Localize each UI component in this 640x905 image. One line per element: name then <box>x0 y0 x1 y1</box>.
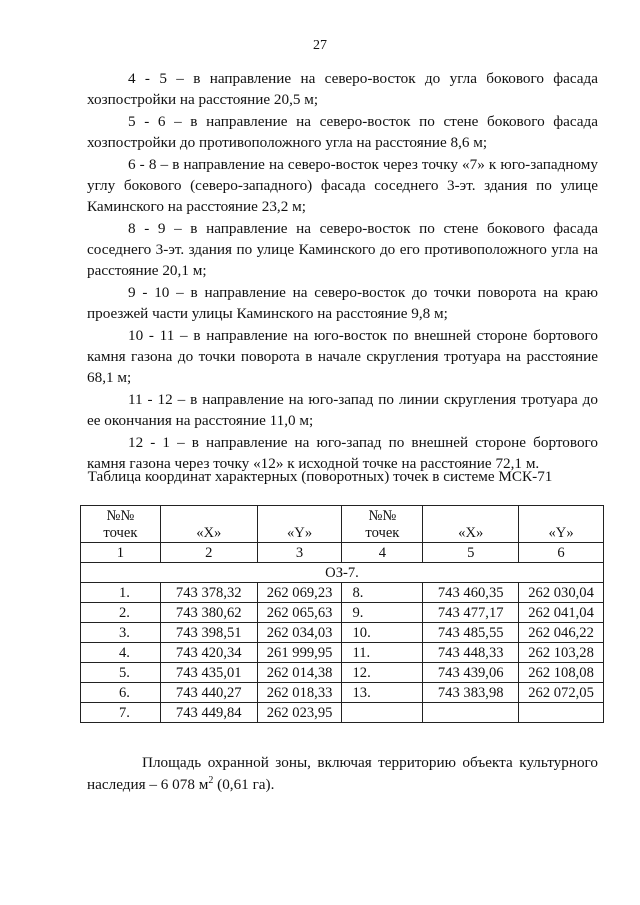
header-y-left: «Y» <box>257 506 342 543</box>
table-row <box>81 683 604 703</box>
table-row <box>81 643 604 663</box>
y-coordinate-left: 262 018,33 <box>257 683 342 703</box>
point-number-left: 5. <box>81 663 161 683</box>
point-number-left: 2. <box>81 603 161 623</box>
x-coordinate-right <box>423 703 519 723</box>
y-coordinate-right: 262 030,04 <box>519 583 604 603</box>
x-coordinate-right: 743 383,98 <box>423 683 519 703</box>
section-title: ОЗ-7. <box>81 563 604 583</box>
column-number: 3 <box>257 543 342 563</box>
point-number-left: 4. <box>81 643 161 663</box>
point-number-right: 12. <box>342 663 423 683</box>
point-number-left: 3. <box>81 623 161 643</box>
x-coordinate-left: 743 435,01 <box>160 663 257 683</box>
point-number-right: 8. <box>342 583 423 603</box>
y-coordinate-left: 261 999,95 <box>257 643 342 663</box>
x-coordinate-right: 743 448,33 <box>423 643 519 663</box>
x-coordinate-right: 743 485,55 <box>423 623 519 643</box>
boundary-segment-4-5: 4 - 5 – в направление на северо-восток до угла бокового фасада хозпостройки на расстояние 20,5 м; <box>87 70 598 108</box>
boundary-segment-9-10: 9 - 10 – в направление на северо-восток до точки поворота на краю проезжей части улицы Каминского на расстояние 9,8 м; <box>87 284 598 322</box>
boundary-description <box>87 68 598 475</box>
protected-zone-area <box>87 752 598 796</box>
area-hectares: (0,61 га). <box>213 776 275 793</box>
header-num-symbol: №№ <box>368 508 397 524</box>
boundary-segment-5-6: 5 - 6 – в направление на северо-восток по стене бокового фасада хозпостройки до противоположного угла на расстояние 8,6 м; <box>87 113 598 151</box>
x-coordinate-left: 743 440,27 <box>160 683 257 703</box>
x-coordinate-left: 743 449,84 <box>160 703 257 723</box>
boundary-segment-10-11: 10 - 11 – в направление на юго-восток по внешней стороне бортового камня газона до точки поворота в начале скругления тротуара на расстояние 68,1 м; <box>87 327 598 386</box>
boundary-segment-8-9: 8 - 9 – в направление на северо-восток по стене бокового фасада соседнего 3-эт. здания по улице Каминского до его противоположного угла на расстояние 20,1 м; <box>87 220 598 279</box>
area-text: Площадь охранной зоны, включая территорию объекта культурного наследия – 6 078 м <box>87 754 598 793</box>
point-number-left: 6. <box>81 683 161 703</box>
column-number: 6 <box>519 543 604 563</box>
header-points-label: точек <box>365 525 400 541</box>
table-caption: Таблица координат характерных (поворотных) точек в системе МСК-71 <box>87 468 553 485</box>
header-point-number-right <box>342 506 423 543</box>
point-number-right <box>342 703 423 723</box>
point-number-right: 10. <box>342 623 423 643</box>
area-unit-superscript: 2 <box>208 775 214 786</box>
x-coordinate-left: 743 398,51 <box>160 623 257 643</box>
area-statement <box>87 752 598 796</box>
table-row <box>81 703 604 723</box>
point-number-right: 9. <box>342 603 423 623</box>
x-coordinate-right: 743 477,17 <box>423 603 519 623</box>
column-number: 4 <box>342 543 423 563</box>
header-points-label: точек <box>103 525 138 541</box>
section-row <box>81 563 604 583</box>
table-row <box>81 583 604 603</box>
point-number-left: 1. <box>81 583 161 603</box>
x-coordinate-left: 743 420,34 <box>160 643 257 663</box>
y-coordinate-right: 262 108,08 <box>519 663 604 683</box>
header-y-right: «Y» <box>519 506 604 543</box>
table-row <box>81 623 604 643</box>
table-row <box>81 663 604 683</box>
point-number-right: 11. <box>342 643 423 663</box>
boundary-segment-11-12: 11 - 12 – в направление на юго-запад по линии скругления тротуара до ее окончания на расстояние 11,0 м; <box>87 391 598 429</box>
header-point-number-left <box>81 506 161 543</box>
x-coordinate-right: 743 439,06 <box>423 663 519 683</box>
header-x-left: «X» <box>160 506 257 543</box>
x-coordinate-right: 743 460,35 <box>423 583 519 603</box>
column-number: 2 <box>160 543 257 563</box>
y-coordinate-left: 262 069,23 <box>257 583 342 603</box>
column-number: 1 <box>81 543 161 563</box>
y-coordinate-right: 262 072,05 <box>519 683 604 703</box>
y-coordinate-left: 262 014,38 <box>257 663 342 683</box>
y-coordinate-right <box>519 703 604 723</box>
point-number-left: 7. <box>81 703 161 723</box>
x-coordinate-left: 743 380,62 <box>160 603 257 623</box>
y-coordinate-left: 262 034,03 <box>257 623 342 643</box>
y-coordinate-right: 262 046,22 <box>519 623 604 643</box>
boundary-segment-12-1: 12 - 1 – в направление на юго-запад по внешней стороне бортового камня газона через точку «12» к исходной точке на расстояние 72,1 м. <box>87 434 598 472</box>
y-coordinate-left: 262 023,95 <box>257 703 342 723</box>
coordinates-table <box>80 505 604 723</box>
y-coordinate-left: 262 065,63 <box>257 603 342 623</box>
header-num-symbol: №№ <box>106 508 135 524</box>
table-row <box>81 603 604 623</box>
page-number: 27 <box>313 38 327 53</box>
column-number: 5 <box>423 543 519 563</box>
y-coordinate-right: 262 041,04 <box>519 603 604 623</box>
y-coordinate-right: 262 103,28 <box>519 643 604 663</box>
header-x-right: «X» <box>423 506 519 543</box>
table-header-row <box>81 506 604 543</box>
point-number-right: 13. <box>342 683 423 703</box>
x-coordinate-left: 743 378,32 <box>160 583 257 603</box>
column-number-row <box>81 543 604 563</box>
boundary-segment-6-8: 6 - 8 – в направление на северо-восток через точку «7» к юго-западному углу бокового (северо-западного) фасада соседнего 3-эт. здания по улице Каминского на расстояние 23,2 м; <box>87 156 598 215</box>
